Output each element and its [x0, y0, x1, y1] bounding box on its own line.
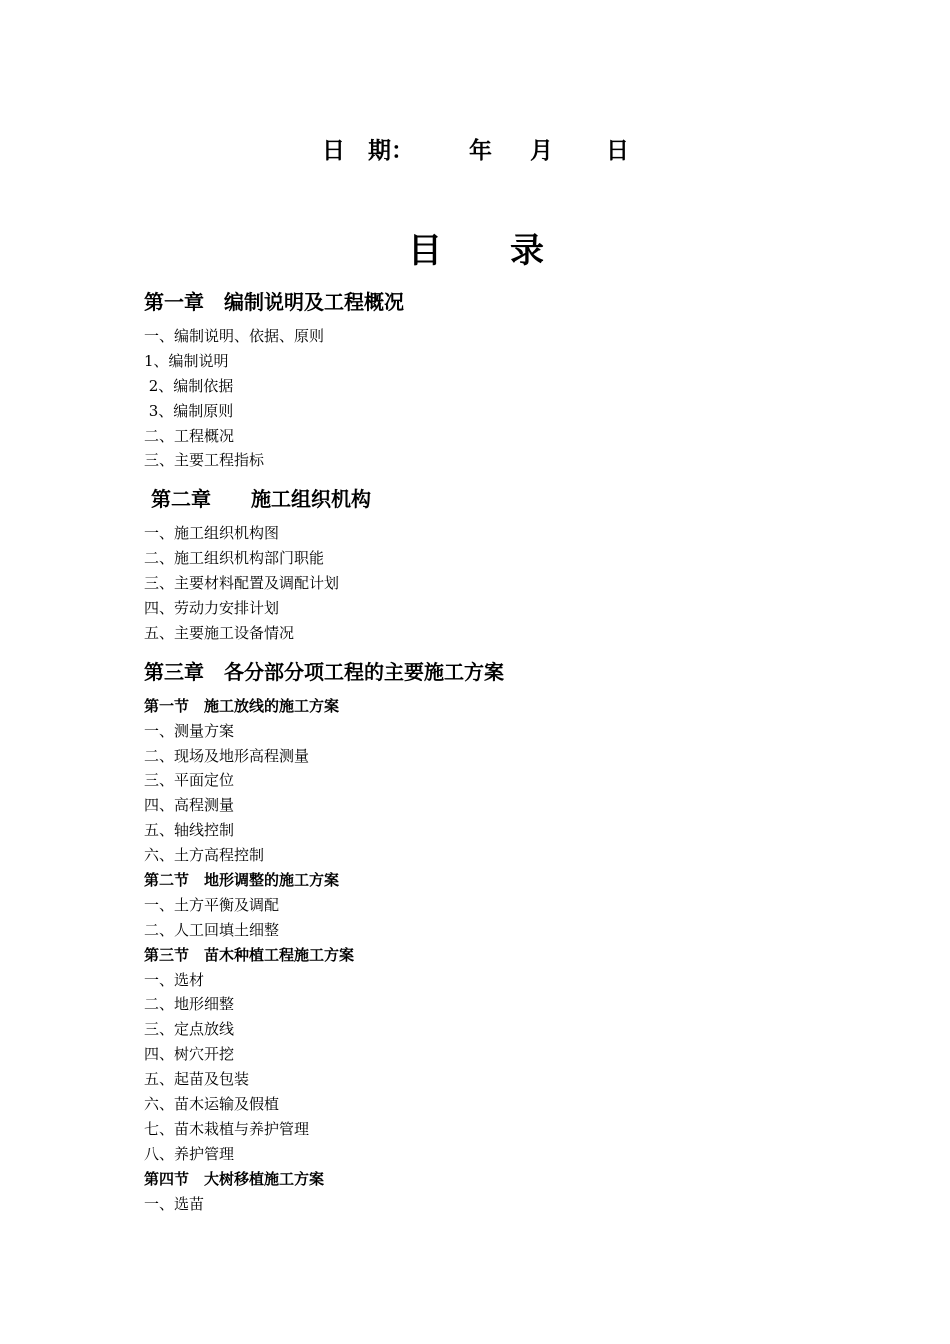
toc-section-heading: 第四节 大树移植施工方案: [144, 1169, 325, 1188]
date-label: 日 期：: [322, 138, 414, 164]
toc-entry: 一、土方平衡及调配: [144, 895, 280, 914]
toc-entry: 二、现场及地形高程测量: [144, 746, 310, 765]
toc-entry: 一、测量方案: [144, 721, 235, 740]
toc-entry: 六、土方高程控制: [144, 846, 265, 865]
toc-entry: 八、养护管理: [144, 1144, 235, 1163]
date-line: [0, 134, 950, 168]
toc-entry: 2、编制依据: [144, 376, 234, 395]
toc-entry: 七、苗木栽植与养护管理: [144, 1119, 310, 1138]
toc-entry: 二、人工回填土细整: [144, 920, 280, 939]
toc-entry: 一、选材: [144, 970, 205, 989]
toc-title-char-1: 目: [408, 231, 442, 271]
toc-entry: 四、劳动力安排计划: [144, 599, 280, 618]
toc-entry: 三、定点放线: [144, 1020, 235, 1039]
table-of-contents: [144, 282, 864, 1217]
toc-section-heading: 第三节 苗木种植工程施工方案: [144, 945, 355, 964]
toc-entry: 二、施工组织机构部门职能: [144, 549, 325, 568]
toc-entry: 五、轴线控制: [144, 821, 235, 840]
toc-section-heading: 第二节 地形调整的施工方案: [144, 871, 340, 890]
toc-entry: 1、编制说明: [144, 351, 229, 370]
toc-entry: 三、主要材料配置及调配计划: [144, 574, 340, 593]
toc-entry: 三、平面定位: [144, 771, 235, 790]
toc-chapter-heading: 第二章 施工组织机构: [144, 487, 371, 512]
toc-entry: 四、高程测量: [144, 796, 235, 815]
date-year: 年: [469, 138, 492, 164]
toc-entry: 三、主要工程指标: [144, 451, 265, 470]
date-day: 日: [606, 138, 629, 164]
toc-chapter-heading: 第一章 编制说明及工程概况: [144, 290, 404, 314]
toc-title-char-2: 录: [510, 231, 544, 271]
toc-entry: 四、树穴开挖: [144, 1045, 235, 1064]
toc-entry: 一、施工组织机构图: [144, 524, 280, 543]
toc-entry: 五、起苗及包装: [144, 1070, 250, 1089]
toc-entry: 二、地形细整: [144, 995, 235, 1014]
toc-entry: 一、选苗: [144, 1194, 205, 1213]
date-month: 月: [530, 138, 553, 164]
toc-entry: 五、主要施工设备情况: [144, 623, 295, 642]
toc-chapter-heading: 第三章 各分部分项工程的主要施工方案: [144, 659, 504, 684]
toc-entry: 一、编制说明、依据、原则: [144, 327, 325, 345]
toc-entry: 二、工程概况: [144, 426, 235, 445]
toc-title: [0, 228, 950, 274]
toc-entry: 3、编制原则: [144, 401, 234, 420]
toc-entry: 六、苗木运输及假植: [144, 1095, 280, 1114]
toc-section-heading: 第一节 施工放线的施工方案: [144, 696, 340, 715]
